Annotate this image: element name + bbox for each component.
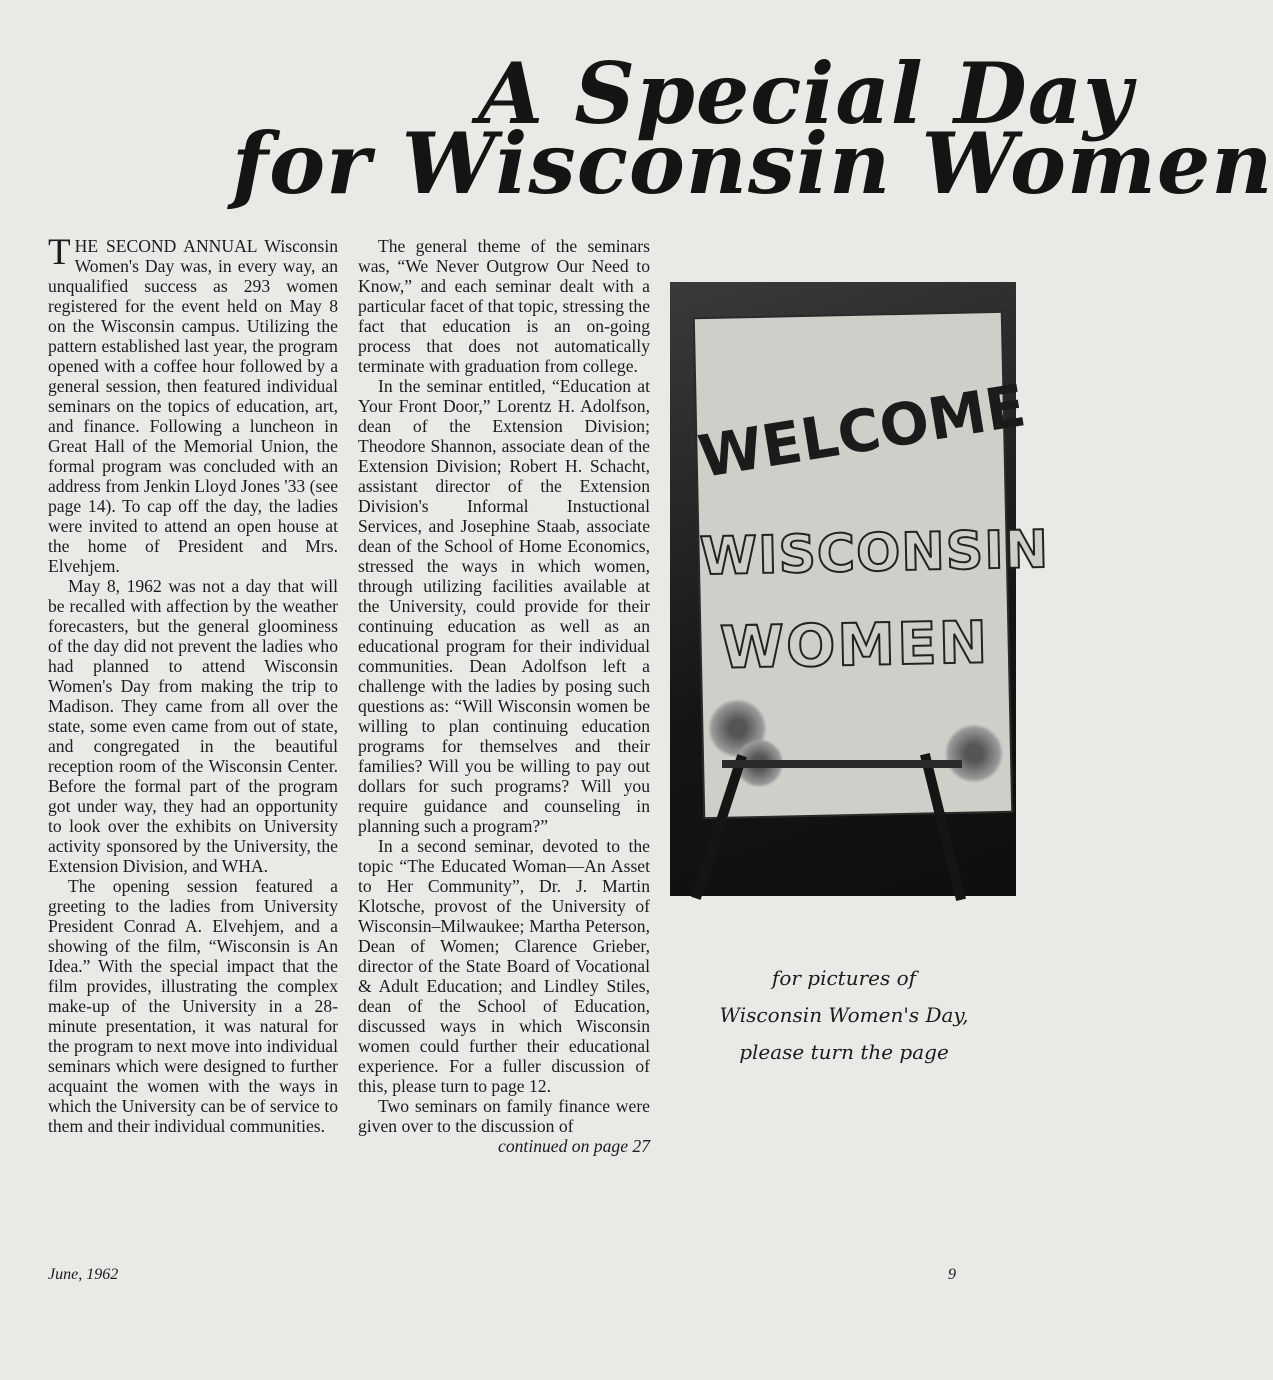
column1-paragraph-text: HE SECOND ANNUAL Wisconsin Women's Day was, in every way, an unqualified success as 293 women registered for the event held on May 8 on the Wisconsin campus. Utilizing the pattern established last year, the program opened with a coffee hour followed by a general session, then featured individual seminars on the topics of education, art, and finance. Following a luncheon in Great Hall of the Memorial Union, the formal program was concluded with an address from Jenkin Lloyd Jones '33 (see page 14). To cap off the day, the ladies were invited to attend an open house at the home of President and Mrs. Elvehjem.: [48, 236, 338, 576]
sign-text-women: WOMEN: [719, 608, 990, 682]
article-column-2: [358, 236, 650, 1156]
caption-line: Wisconsin Women's Day,: [719, 1003, 969, 1027]
continued-notice: continued on page 27: [498, 1136, 650, 1156]
article-column-1: [48, 232, 338, 1136]
column2-paragraph: The general theme of the seminars was, “We Never Outgrow Our Need to Know,” and each seminar dealt with a particular facet of that topic, stressing the fact that education is an on-going process that does not automatically terminate with graduation from college.: [358, 236, 650, 376]
sign-text-wisconsin: WISCONSIN: [699, 519, 1050, 588]
caption-line: for pictures of: [771, 966, 917, 990]
welcome-sign-photo: [670, 282, 1050, 896]
headline-line-2: for Wisconsin Women: [232, 114, 1273, 213]
column1-paragraph: The opening session featured a greeting to the ladies from University President Conrad A. Elvehjem, and a showing of the film, “Wisconsin is An Idea.” With the special impact that the film provides, illustrating the complex make-up of the University in a 28-minute presentation, it was natural for the program to next move into individual seminars which were designed to further acquaint the women with the ways in which the University can be of service to them and their individual communities.: [48, 876, 338, 1136]
column2-paragraph: Two seminars on family finance were given over to the discussion of: [358, 1096, 650, 1136]
drop-cap: T: [48, 232, 71, 273]
photo-caption: [676, 960, 1012, 1071]
welcome-sign: [693, 313, 1050, 817]
headline-line-1: A Special Day: [478, 44, 1133, 143]
page-number: 9: [948, 1266, 956, 1283]
issue-date: June, 1962: [48, 1266, 119, 1283]
easel-crossbar: [722, 760, 962, 768]
column1-paragraph: [48, 232, 338, 576]
column2-paragraph: In a second seminar, devoted to the topic “The Educated Woman—An Asset to Her Community”, Dr. J. Martin Klotsche, provost of the University of Wisconsin–Milwaukee; Martha Peterson, Dean of Women; Clarence Grieber, director of the State Board of Vocational & Adult Education; and Lindley Stiles, dean of the School of Education, discussed ways in which Wisconsin women could further their educational experience. For a fuller discussion of this, please turn to page 12.: [358, 836, 650, 1096]
sign-text-welcome: WELCOME: [693, 371, 1031, 492]
flower-decoration-icon: [943, 723, 1004, 784]
column1-paragraph: May 8, 1962 was not a day that will be recalled with affection by the weather forecasters, but the general gloominess of the day did not prevent the ladies who had planned to attend Wisconsin Women's Day from making the trip to Madison. They came from all over the state, some even came from out of state, and congregated in the beautiful reception room of the Wisconsin Center. Before the formal part of the program got under way, they had an opportunity to look over the exhibits on University activity sponsored by the University, the Extension Division, and WHA.: [48, 576, 338, 876]
column2-paragraph: In the seminar entitled, “Education at Your Front Door,” Lorentz H. Adolfson, dean of the Extension Division; Theodore Shannon, associate dean of the Extension Division; Robert H. Schacht, assistant director of the Extension Division's Informal Instuctional Services, and Josephine Staab, associate dean of the School of Home Economics, stressed the ways in which women, through utilizing facilities available at the University, could provide for their continuing education as well as an educational program for their individual communities. Dean Adolfson left a challenge with the ladies by posing such questions as: “Will Wisconsin women be willing to plan continuing education programs for themselves and their families? Will you be willing to pay out dollars for such programs? Will you require guidance and counseling in planning such a program?”: [358, 376, 650, 836]
caption-line: please turn the page: [739, 1040, 949, 1064]
